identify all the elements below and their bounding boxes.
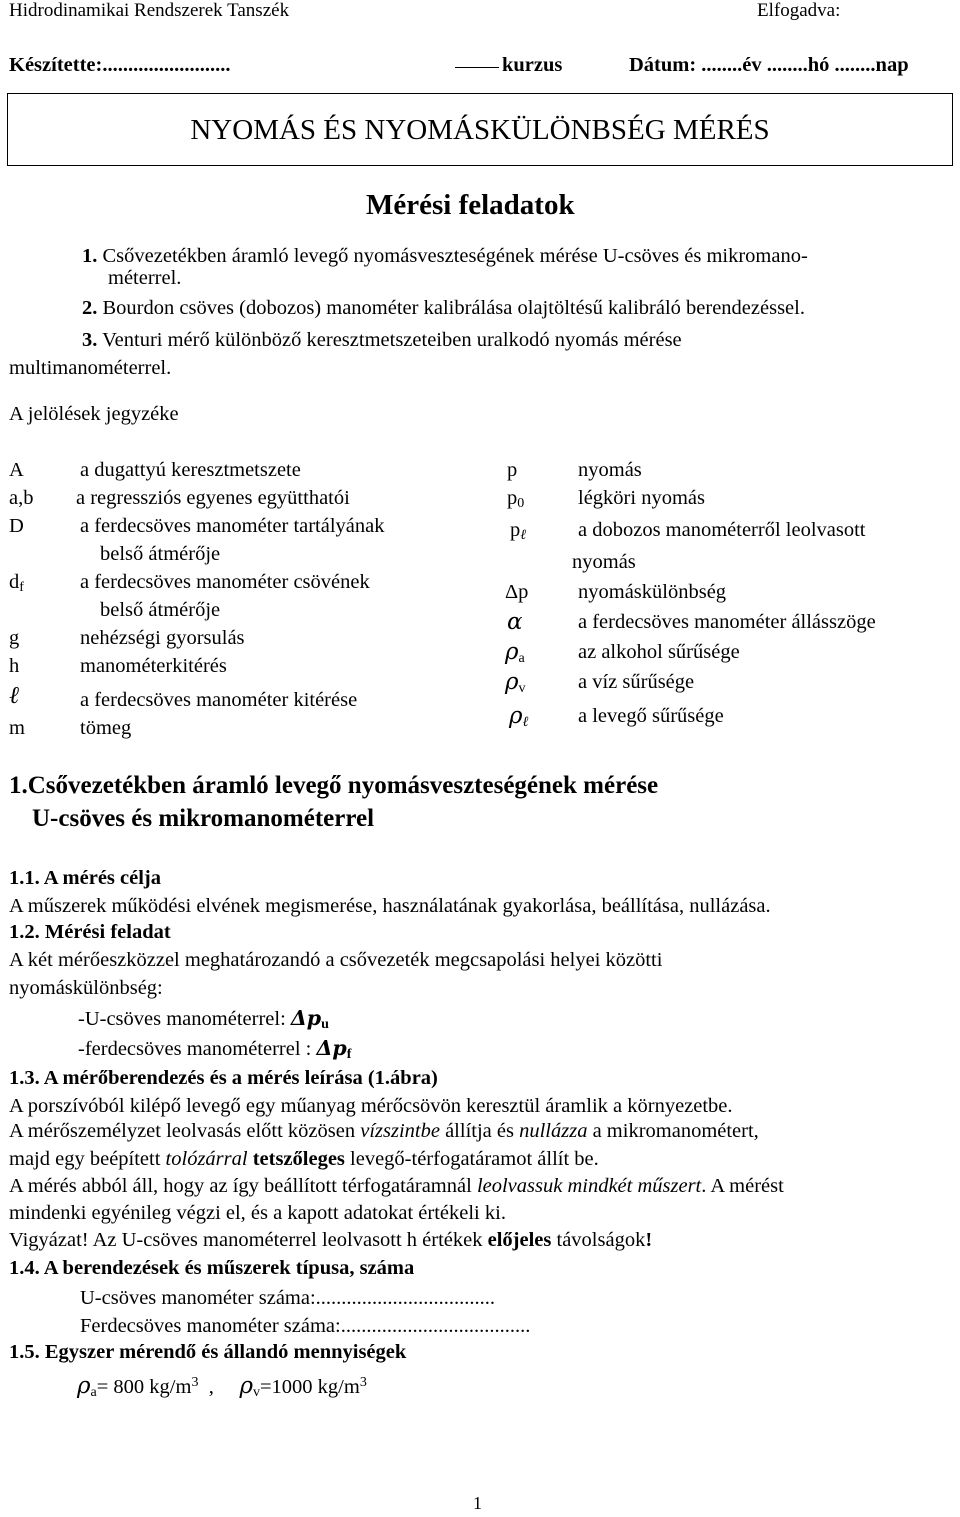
section-1-3-line: majd egy beépített tolózárral tetszőleges levegő-térfogatáramot állít be. xyxy=(9,1148,599,1170)
warning-line: Vigyázat! Az U-csöves manométerrel leolvasott h értékek előjeles távolságok! xyxy=(9,1229,653,1251)
rho-a-symbol: ρ xyxy=(77,1373,91,1399)
notation-sym: A xyxy=(9,459,24,481)
notation-sym: p xyxy=(507,459,518,481)
course-label: kurzus xyxy=(502,54,563,76)
notation-sym: ℓ xyxy=(9,683,19,709)
task-1-cont: méterrel. xyxy=(108,267,182,289)
task-3-cont: multimanométerrel. xyxy=(9,357,172,379)
notation-desc: a ferdecsöves manométer tartályának xyxy=(80,515,385,537)
page-number: 1 xyxy=(473,1493,482,1513)
notation-sym: $p_0$ xyxy=(507,487,525,511)
task-2: 2. Bourdon csöves (dobozos) manométer kalibrálása olajtöltésű kalibráló berendezéssel. xyxy=(82,297,805,319)
notation-sym: $d_f$ xyxy=(9,571,24,595)
section-1-4-heading: 1.4. A berendezések és műszerek típusa, száma xyxy=(9,1257,415,1279)
tasks-heading: Mérési feladatok xyxy=(366,189,575,221)
notation-desc: a regressziós egyenes együtthatói xyxy=(76,487,350,509)
notation-desc-cont: belső átmérője xyxy=(100,599,221,621)
section-1-1-heading: 1.1. A mérés célja xyxy=(9,867,161,889)
notation-desc: nehézségi gyorsulás xyxy=(80,627,245,649)
notation-sym: m xyxy=(9,717,25,739)
notation-sym: $\rho_\ell$ xyxy=(509,703,529,730)
notation-desc-cont: belső átmérője xyxy=(100,543,221,565)
notation-sym: $p_\ell$ xyxy=(510,519,527,543)
notation-sym: $\rho_a$ xyxy=(505,639,525,666)
notation-desc: légköri nyomás xyxy=(578,487,705,509)
notation-desc: a ferdecsöves manométer csövének xyxy=(80,571,370,593)
section-1-2-text-cont: nyomáskülönbség: xyxy=(9,977,163,999)
prepared-field: Készítette:......................... xyxy=(9,54,231,76)
notation-desc-cont: nyomás xyxy=(572,551,636,573)
u-tube-item: -U-csöves manométerrel: $\Delta p_u$ xyxy=(78,1006,329,1032)
section-1-1-text: A műszerek működési elvének megismerése, használatának gyakorlása, beállítása, nullázása. xyxy=(9,895,771,917)
notation-desc: a ferdecsöves manométer állásszöge xyxy=(578,611,876,633)
u-tube-number-field: U-csöves manométer száma:................................... xyxy=(80,1287,496,1309)
rho-v-symbol: ρ xyxy=(239,1373,253,1399)
section-1-3-line: A mérés abból áll, hogy az így beállított térfogatáramnál leolvassuk mindkét műszert. A mérést xyxy=(9,1175,784,1197)
notation-sym: D xyxy=(9,515,24,537)
section-1-3-heading: 1.3. A mérőberendezés és a mérés leírása (1.ábra) xyxy=(9,1067,438,1089)
accepted-label: Elfogadva: xyxy=(757,0,841,21)
notation-heading: A jelölések jegyzéke xyxy=(9,403,179,425)
section-1-3-line: mindenki egyénileg végzi el, és a kapott adatokat értékeli ki. xyxy=(9,1202,506,1224)
notation-desc: a víz sűrűsége xyxy=(578,671,695,693)
notation-sym: $\rho_v$ xyxy=(505,669,526,696)
section-1-5-heading: 1.5. Egyszer mérendő és állandó mennyiségek xyxy=(9,1341,407,1363)
notation-desc: manométerkitérés xyxy=(80,655,227,677)
department-name: Hidrodinamikai Rendszerek Tanszék xyxy=(9,0,290,21)
notation-desc: a levegő sűrűsége xyxy=(578,705,724,727)
task-3: 3. Venturi mérő különböző keresztmetszeteiben uralkodó nyomás mérése xyxy=(82,329,682,351)
inclined-number-field: Ferdecsöves manométer száma:..................................... xyxy=(80,1315,531,1337)
notation-sym: Δp xyxy=(505,581,529,603)
task-1: 1. Csővezetékben áramló levegő nyomásveszteségének mérése U-csöves és mikromano- xyxy=(82,245,808,267)
notation-desc: nyomás xyxy=(578,459,642,481)
section-1-3-line: A porszívóból kilépő levegő egy műanyag mérőcsövön keresztül áramlik a környezetbe. xyxy=(9,1095,733,1117)
notation-sym: g xyxy=(9,627,20,649)
course-blank xyxy=(455,67,499,68)
section-1-heading: 1.Csővezetékben áramló levegő nyomásveszteségének mérése xyxy=(9,772,659,799)
notation-desc: a dobozos manométerről leolvasott xyxy=(578,519,866,541)
constants-line: $\rho_a= 800$ $kg/m^3$ , $\rho_v=1000$ $kg/m^3$ xyxy=(77,1373,367,1400)
notation-sym: a,b xyxy=(9,487,34,509)
notation-desc: a ferdecsöves manométer kitérése xyxy=(80,689,358,711)
section-1-heading-cont: U-csöves és mikromanométerrel xyxy=(32,805,375,832)
notation-desc: nyomáskülönbség xyxy=(578,581,727,603)
notation-desc: tömeg xyxy=(80,717,132,739)
section-1-2-text: A két mérőeszközzel meghatározandó a csővezeték megcsapolási helyei közötti xyxy=(9,949,663,971)
inclined-tube-item: -ferdecsöves manométerrel : $\Delta p_f$ xyxy=(78,1036,352,1062)
notation-sym: h xyxy=(9,655,20,677)
section-1-2-heading: 1.2. Mérési feladat xyxy=(9,921,171,943)
notation-desc: az alkohol sűrűsége xyxy=(578,641,740,663)
notation-sym: α xyxy=(507,609,523,635)
date-field: Dátum: ........év ........hó ........nap xyxy=(629,54,909,76)
document-title: NYOMÁS ÉS NYOMÁSKÜLÖNBSÉG MÉRÉS xyxy=(7,93,953,166)
section-1-3-line: A mérőszemélyzet leolvasás előtt közösen vízszintbe állítja és nullázza a mikromanométert, xyxy=(9,1120,759,1142)
notation-desc: a dugattyú keresztmetszete xyxy=(80,459,301,481)
